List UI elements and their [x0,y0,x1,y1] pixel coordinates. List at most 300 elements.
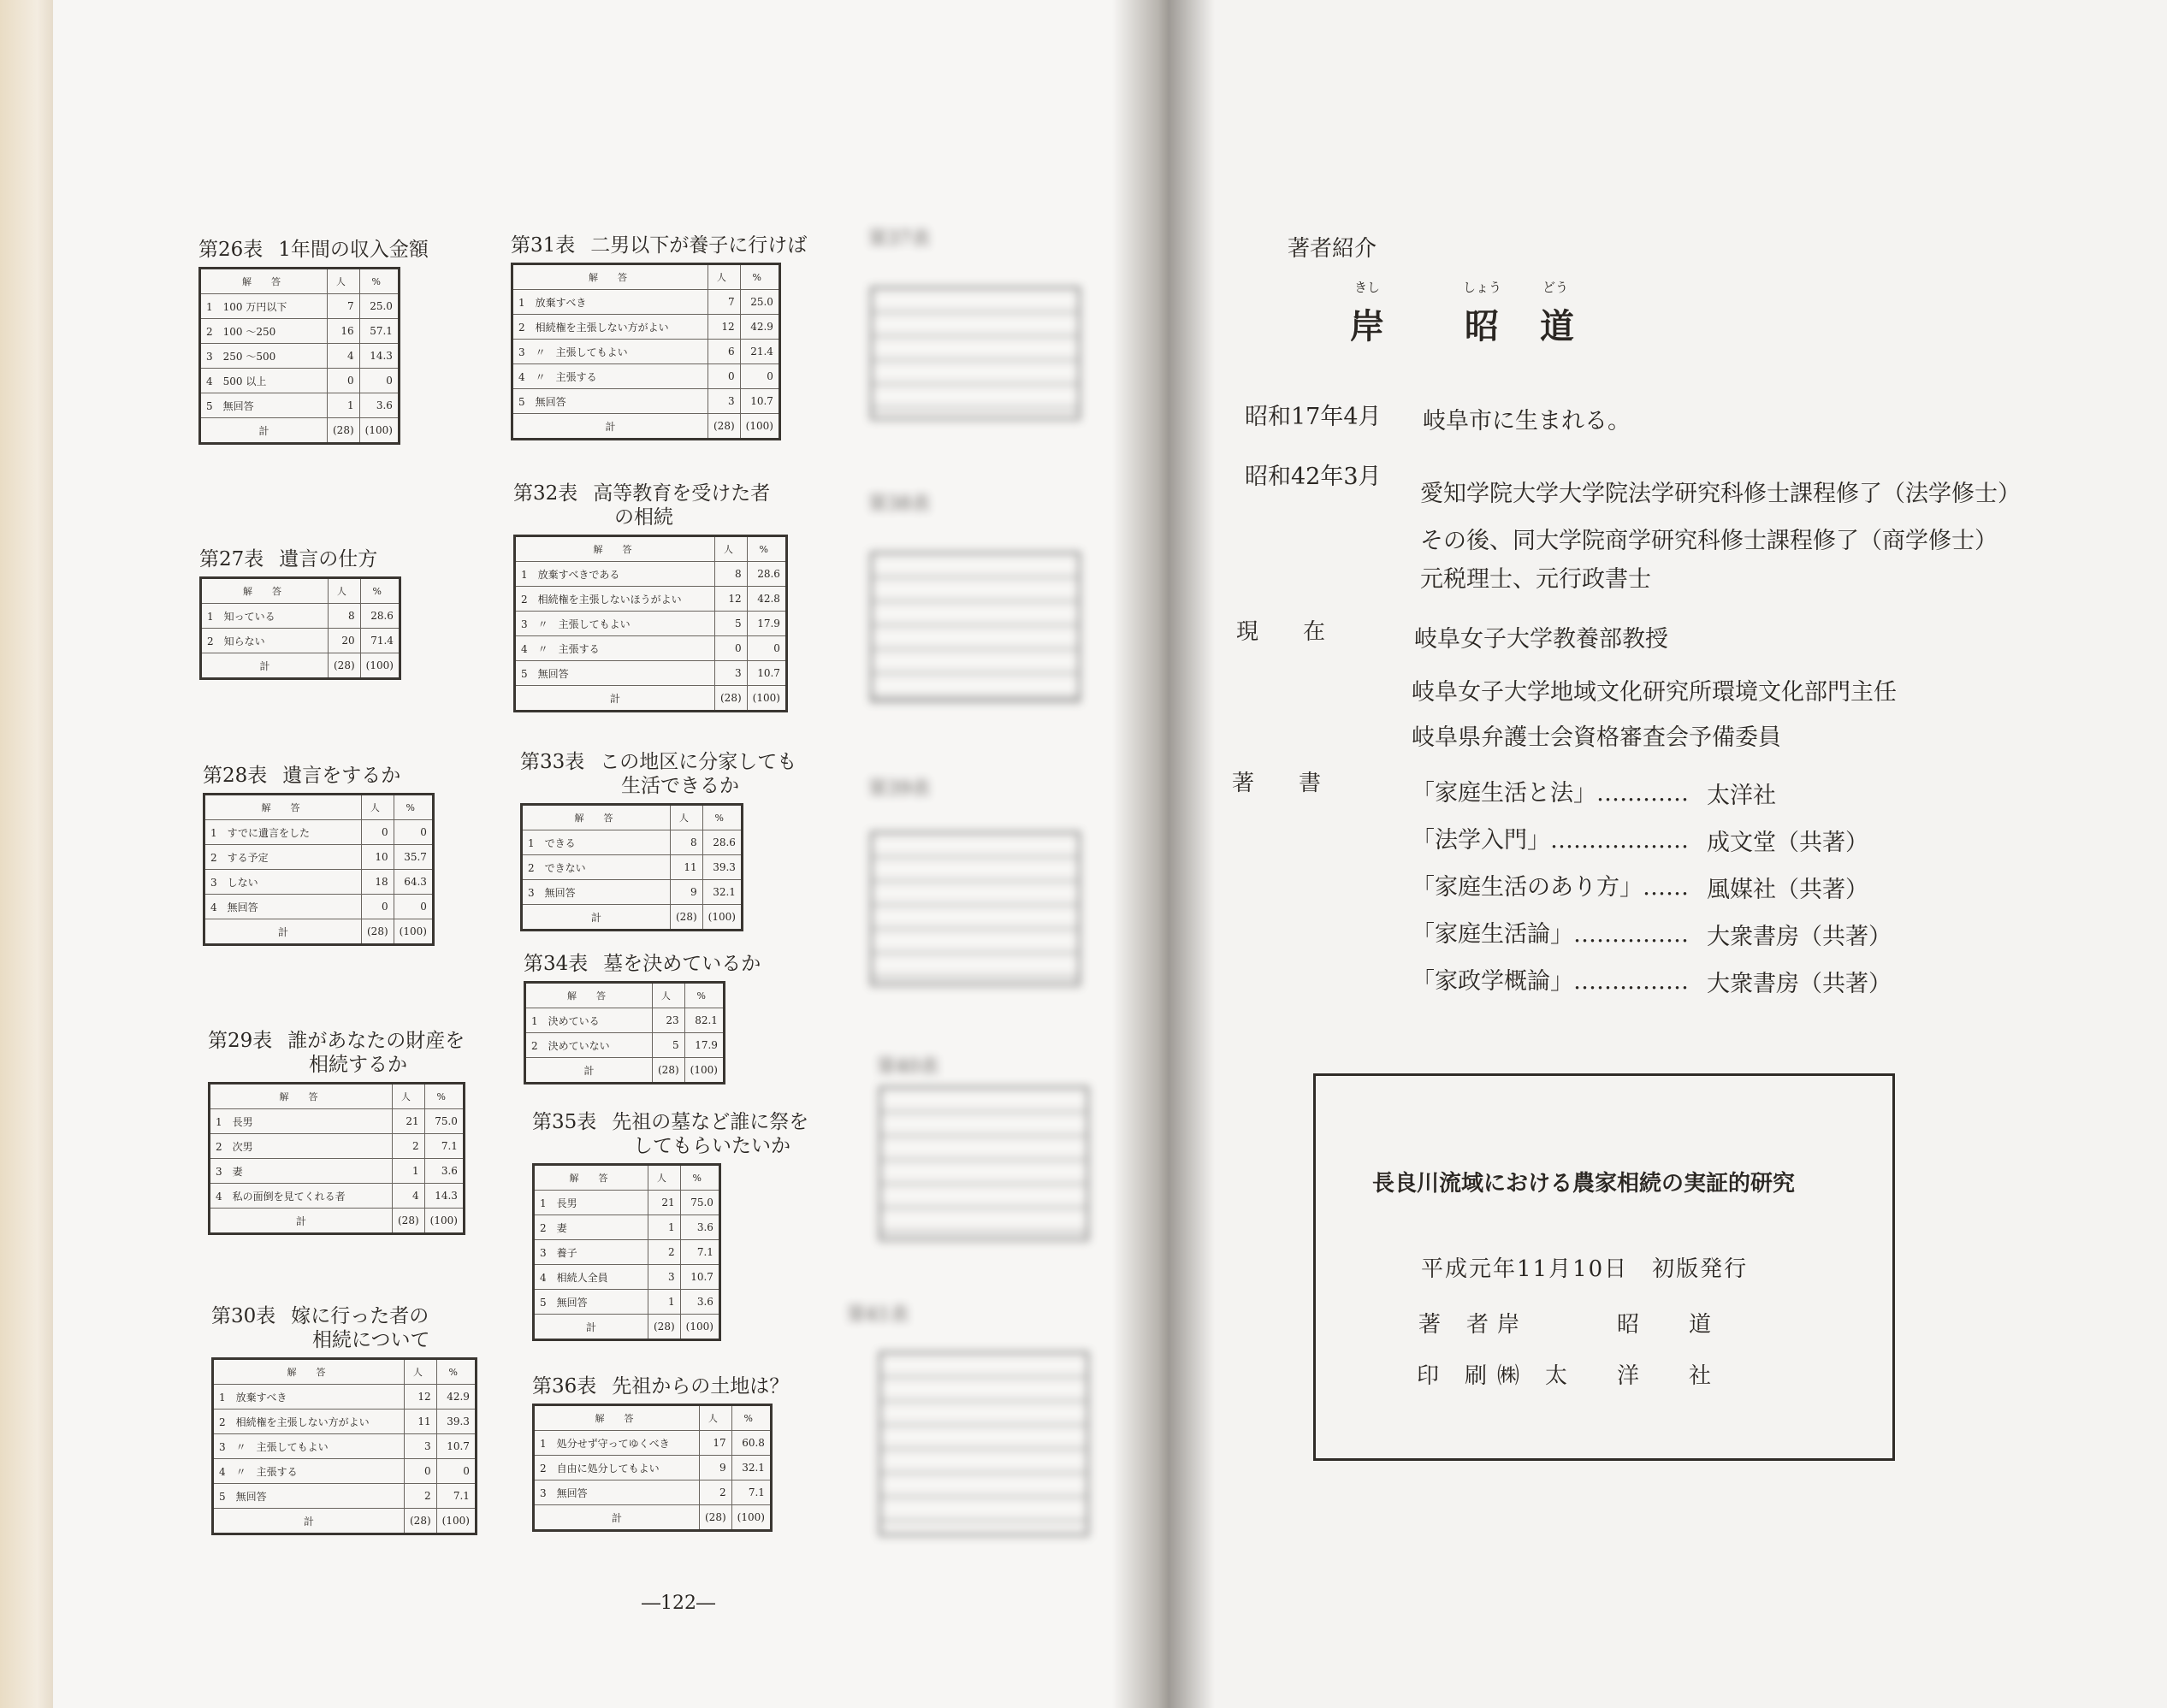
author-ruby-2: しょう [1463,280,1502,295]
table-row [210,1134,465,1159]
header-answer: 解 答 [210,1084,393,1109]
table-row [534,1191,720,1215]
table-row [534,1290,720,1315]
blurred-table-column [847,214,1116,1557]
total-count: (28) [671,905,703,931]
table-title-text: この地区に分家しても [600,751,797,773]
answer-cell: 2 自由に処分してもよい [534,1456,700,1480]
percent-cell: 28.6 [747,562,786,587]
table-header-row [534,1165,720,1191]
table-title-text: 二男以下が養子に行けば [590,234,808,257]
table-row [522,830,743,855]
table-row [522,880,743,905]
table-row [534,1215,720,1240]
table-row [200,344,400,369]
percent-cell: 32.1 [731,1456,771,1480]
table-title-continuation: してもらいたいか [633,1135,790,1157]
header-percent: % [740,264,779,290]
count-cell: 2 [393,1134,425,1159]
books-label: 著 書 [1232,771,1322,796]
count-cell: 3 [715,661,748,686]
total-percent: (100) [680,1315,719,1340]
header-percent: % [731,1405,771,1431]
count-cell: 12 [405,1385,437,1410]
percent-cell: 3.6 [680,1290,719,1315]
table-row [200,369,400,393]
answer-cell: 3 〃 主張してもよい [512,340,708,364]
table-row [534,1431,772,1456]
count-cell: 2 [700,1480,732,1505]
total-percent: (100) [394,919,433,945]
count-cell: 1 [648,1290,681,1315]
survey-table [208,1082,465,1235]
table-title-continuation: 相続について [312,1329,430,1351]
answer-cell: 2 次男 [210,1134,393,1159]
table-number: 第30表 [211,1305,276,1327]
percent-cell: 14.3 [359,344,399,369]
count-cell: 21 [648,1191,681,1215]
book-publisher: 太洋社 [1707,783,1776,809]
percent-cell: 7.1 [680,1240,719,1265]
percent-cell: 32.1 [702,880,742,905]
answer-cell: 3 無回答 [522,880,671,905]
header-answer: 解 答 [200,269,328,294]
total-count: (28) [393,1209,425,1234]
total-percent: (100) [747,686,786,712]
book-page-edge [0,0,53,1708]
percent-cell: 60.8 [731,1431,771,1456]
answer-cell: 3 しない [204,870,362,895]
count-cell: 11 [405,1410,437,1434]
answer-cell: 3 250 ～500 [200,344,328,369]
total-label: 計 [204,919,362,945]
count-cell: 0 [715,636,748,661]
table-header-row [522,805,743,830]
answer-cell: 5 無回答 [213,1484,405,1509]
count-cell: 9 [700,1456,732,1480]
count-cell: 6 [708,340,741,364]
count-cell: 18 [362,870,394,895]
percent-cell: 17.9 [684,1033,724,1058]
table-title-text: 嫁に行った者の [291,1305,429,1327]
header-percent: % [684,983,724,1008]
count-cell: 5 [715,612,748,636]
bio-text: 愛知学院大学大学院法学研究科修士課程修了（法学修士） [1420,481,2021,507]
colophon-printer: ㈱ 太 洋 社 [1497,1363,1714,1389]
table-row [534,1240,720,1265]
table-row [534,1265,720,1290]
percent-cell: 75.0 [680,1191,719,1215]
header-percent: % [360,578,400,604]
answer-cell: 4 無回答 [204,895,362,919]
answer-cell: 5 無回答 [512,389,708,414]
table-row [201,629,400,653]
survey-table-block [532,1110,808,1341]
survey-table [203,793,435,946]
answer-cell: 3 〃 主張してもよい [213,1434,405,1459]
percent-cell: 17.9 [747,612,786,636]
count-cell: 0 [405,1459,437,1484]
answer-cell: 5 無回答 [200,393,328,418]
author-name-2: 昭 [1465,306,1499,346]
survey-table-block [524,952,761,1084]
header-count: 人 [708,264,741,290]
blurred-table [870,287,1081,420]
bio-text: 元税理士、元行政書士 [1420,566,1651,593]
percent-cell: 10.7 [680,1265,719,1290]
total-count: (28) [715,686,748,712]
table-row [515,636,787,661]
percent-cell: 10.7 [740,389,779,414]
table-number: 第28表 [203,765,268,787]
percent-cell: 3.6 [359,393,399,418]
header-count: 人 [393,1084,425,1109]
table-header-row [204,795,434,820]
table-total-row [200,418,400,444]
percent-cell: 0 [394,820,433,845]
count-cell: 17 [700,1431,732,1456]
count-cell: 7 [328,294,360,319]
percent-cell: 42.8 [747,587,786,612]
table-title [520,750,796,798]
header-count: 人 [653,983,685,1008]
header-answer: 解 答 [512,264,708,290]
header-count: 人 [648,1165,681,1191]
table-row [515,661,787,686]
table-row [200,319,400,344]
book-title: 「家政学概論」…………… [1412,968,1689,995]
header-answer: 解 答 [201,578,329,604]
answer-cell: 1 放棄すべき [512,290,708,315]
count-cell: 2 [648,1240,681,1265]
header-count: 人 [328,269,360,294]
table-number: 第35表 [532,1111,597,1133]
author-intro-heading: 著者紹介 [1288,236,1377,262]
current-position: 岐阜県弁護士会資格審査会予備委員 [1412,724,1781,751]
percent-cell: 0 [747,636,786,661]
total-label: 計 [515,686,715,712]
count-cell: 21 [393,1109,425,1134]
percent-cell: 21.4 [740,340,779,364]
total-count: (28) [708,414,741,440]
percent-cell: 0 [359,369,399,393]
survey-table-block [532,1374,789,1532]
book-publisher: 風媒社（共著） [1707,877,1868,903]
header-answer: 解 答 [213,1359,405,1385]
author-name-3: 道 [1540,306,1574,346]
book-publisher: 成文堂（共著） [1707,830,1868,856]
total-label: 計 [213,1509,405,1534]
survey-table [199,576,401,680]
percent-cell: 28.6 [360,604,400,629]
table-title-text: 遺言をするか [282,765,401,787]
answer-cell: 1 知っている [201,604,329,629]
total-percent: (100) [359,418,399,444]
percent-cell: 0 [436,1459,476,1484]
table-title [198,238,429,262]
header-answer: 解 答 [515,536,715,562]
table-total-row [201,653,400,679]
percent-cell: 7.1 [424,1134,464,1159]
table-row [512,340,780,364]
percent-cell: 57.1 [359,319,399,344]
count-cell: 0 [708,364,741,389]
answer-cell: 1 できる [522,830,671,855]
table-title [211,1304,477,1352]
header-answer: 解 答 [525,983,653,1008]
table-row [200,294,400,319]
answer-cell: 2 する予定 [204,845,362,870]
table-row [522,855,743,880]
table-title [524,952,761,976]
table-row [525,1033,725,1058]
header-percent: % [747,536,786,562]
count-cell: 20 [329,629,361,653]
table-total-row [213,1509,477,1534]
total-count: (28) [648,1315,681,1340]
percent-cell: 7.1 [731,1480,771,1505]
table-title-continuation: の相続 [614,506,673,529]
table-title [199,547,401,571]
colophon-title: 長良川流域における農家相続の実証的研究 [1372,1171,1796,1197]
header-percent: % [359,269,399,294]
percent-cell: 0 [394,895,433,919]
percent-cell: 3.6 [680,1215,719,1240]
table-total-row [210,1209,465,1234]
percent-cell: 42.9 [436,1385,476,1410]
count-cell: 2 [405,1484,437,1509]
table-total-row [525,1058,725,1084]
table-header-row [534,1405,772,1431]
answer-cell: 3 無回答 [534,1480,700,1505]
table-row [204,895,434,919]
colophon-date: 平成元年11月10日 初版発行 [1421,1256,1749,1282]
current-position: 岐阜女子大学地域文化研究所環境文化部門主任 [1412,679,1897,706]
answer-cell: 2 妻 [534,1215,648,1240]
header-percent: % [436,1359,476,1385]
count-cell: 1 [648,1215,681,1240]
count-cell: 4 [393,1184,425,1209]
table-title-text: 墓を決めているか [603,953,761,975]
survey-table-block [513,482,788,712]
blurred-table [870,831,1081,986]
total-label: 計 [200,418,328,444]
colophon-printer-label: 印 刷 [1417,1363,1489,1389]
table-row [525,1008,725,1033]
survey-table [198,267,400,445]
survey-table [513,535,788,712]
count-cell: 5 [653,1033,685,1058]
header-answer: 解 答 [534,1165,648,1191]
answer-cell: 3 養子 [534,1240,648,1265]
blurred-table [879,1351,1089,1536]
table-row [213,1385,477,1410]
total-percent: (100) [684,1058,724,1084]
table-row [213,1484,477,1509]
table-header-row [515,536,787,562]
header-count: 人 [700,1405,732,1431]
table-total-row [515,686,787,712]
header-answer: 解 答 [522,805,671,830]
table-row [512,389,780,414]
percent-cell: 71.4 [360,629,400,653]
table-row [515,587,787,612]
table-row [213,1434,477,1459]
table-row [213,1410,477,1434]
count-cell: 8 [329,604,361,629]
book-title: 「法学入門」……………… [1412,827,1689,854]
table-title-text: 誰があなたの財産を [287,1030,465,1052]
answer-cell: 1 放棄すべき [213,1385,405,1410]
percent-cell: 3.6 [424,1159,464,1184]
table-row [515,562,787,587]
blurred-table [870,552,1081,702]
percent-cell: 39.3 [702,855,742,880]
book-publisher: 大衆書房（共著） [1707,971,1892,997]
table-title [532,1110,808,1158]
answer-cell: 5 無回答 [534,1290,648,1315]
count-cell: 1 [328,393,360,418]
table-number: 第34表 [524,953,589,975]
table-title [511,233,807,257]
table-title [513,482,788,529]
answer-cell: 4 〃 主張する [515,636,715,661]
percent-cell: 75.0 [424,1109,464,1134]
table-header-row [200,269,400,294]
table-row [534,1480,772,1505]
survey-table-block [198,238,429,445]
count-cell: 9 [671,880,703,905]
total-count: (28) [329,653,361,679]
blurred-table-title: 第39表 [868,778,930,800]
answer-cell: 4 〃 主張する [213,1459,405,1484]
header-count: 人 [715,536,748,562]
header-percent: % [680,1165,719,1191]
table-row [204,845,434,870]
answer-cell: 1 決めている [525,1008,653,1033]
answer-cell: 2 100 ～250 [200,319,328,344]
answer-cell: 2 相続権を主張しないほうがよい [515,587,715,612]
header-count: 人 [671,805,703,830]
answer-cell: 2 できない [522,855,671,880]
answer-cell: 3 〃 主張してもよい [515,612,715,636]
total-count: (28) [405,1509,437,1534]
survey-table [532,1163,721,1341]
table-row [213,1459,477,1484]
count-cell: 1 [393,1159,425,1184]
table-header-row [210,1084,465,1109]
answer-cell: 3 妻 [210,1159,393,1184]
percent-cell: 10.7 [436,1434,476,1459]
header-count: 人 [362,795,394,820]
survey-table-block [208,1029,465,1235]
total-label: 計 [534,1505,700,1531]
book-title: 「家庭生活論」…………… [1412,921,1689,948]
percent-cell: 10.7 [747,661,786,686]
table-title-continuation: 生活できるか [621,775,739,797]
table-number: 第31表 [511,234,576,257]
answer-cell: 2 決めていない [525,1033,653,1058]
header-percent: % [702,805,742,830]
total-percent: (100) [731,1505,771,1531]
survey-table-block [520,750,796,931]
table-row [201,604,400,629]
count-cell: 10 [362,845,394,870]
author-name-1: 岸 [1350,306,1384,346]
table-total-row [522,905,743,931]
blurred-table [879,1086,1089,1241]
total-count: (28) [700,1505,732,1531]
survey-table [511,263,781,440]
total-count: (28) [653,1058,685,1084]
percent-cell: 39.3 [436,1410,476,1434]
answer-cell: 5 無回答 [515,661,715,686]
bio-text: 岐阜市に生まれる。 [1423,408,1631,434]
survey-table-block [211,1304,477,1535]
total-percent: (100) [424,1209,464,1234]
table-total-row [534,1315,720,1340]
colophon-author-label: 著 者 [1418,1312,1491,1338]
table-total-row [534,1505,772,1531]
table-number: 第29表 [208,1030,273,1052]
percent-cell: 42.9 [740,315,779,340]
percent-cell: 25.0 [740,290,779,315]
table-total-row [204,919,434,945]
answer-cell: 4 〃 主張する [512,364,708,389]
percent-cell: 82.1 [684,1008,724,1033]
count-cell: 12 [715,587,748,612]
count-cell: 12 [708,315,741,340]
table-title-text: 遺言の仕方 [279,548,378,570]
total-percent: (100) [702,905,742,931]
count-cell: 0 [362,820,394,845]
table-title-continuation: 相続するか [309,1054,407,1076]
table-row [210,1159,465,1184]
survey-table-block [511,233,807,440]
total-label: 計 [210,1209,393,1234]
table-row [210,1109,465,1134]
author-ruby-1: きし [1354,280,1381,295]
table-header-row [213,1359,477,1385]
header-percent: % [424,1084,464,1109]
answer-cell: 1 100 万円以下 [200,294,328,319]
answer-cell: 1 放棄すべきである [515,562,715,587]
count-cell: 4 [328,344,360,369]
table-row [534,1456,772,1480]
table-row [515,612,787,636]
table-number: 第33表 [520,751,585,773]
survey-table-block [203,764,435,946]
table-row [204,820,434,845]
colophon-author: 岸 昭 道 [1497,1312,1714,1338]
table-row [512,364,780,389]
table-row [204,870,434,895]
table-title [532,1374,789,1398]
survey-table [520,803,743,931]
table-number: 第36表 [532,1375,597,1398]
answer-cell: 4 私の面倒を見てくれる者 [210,1184,393,1209]
table-header-row [201,578,400,604]
book-gutter [1112,0,1215,1708]
total-percent: (100) [360,653,400,679]
percent-cell: 0 [740,364,779,389]
percent-cell: 28.6 [702,830,742,855]
total-percent: (100) [740,414,779,440]
table-number: 第26表 [198,239,263,261]
total-label: 計 [512,414,708,440]
table-header-row [512,264,780,290]
blurred-table-title: 第41表 [847,1304,909,1326]
